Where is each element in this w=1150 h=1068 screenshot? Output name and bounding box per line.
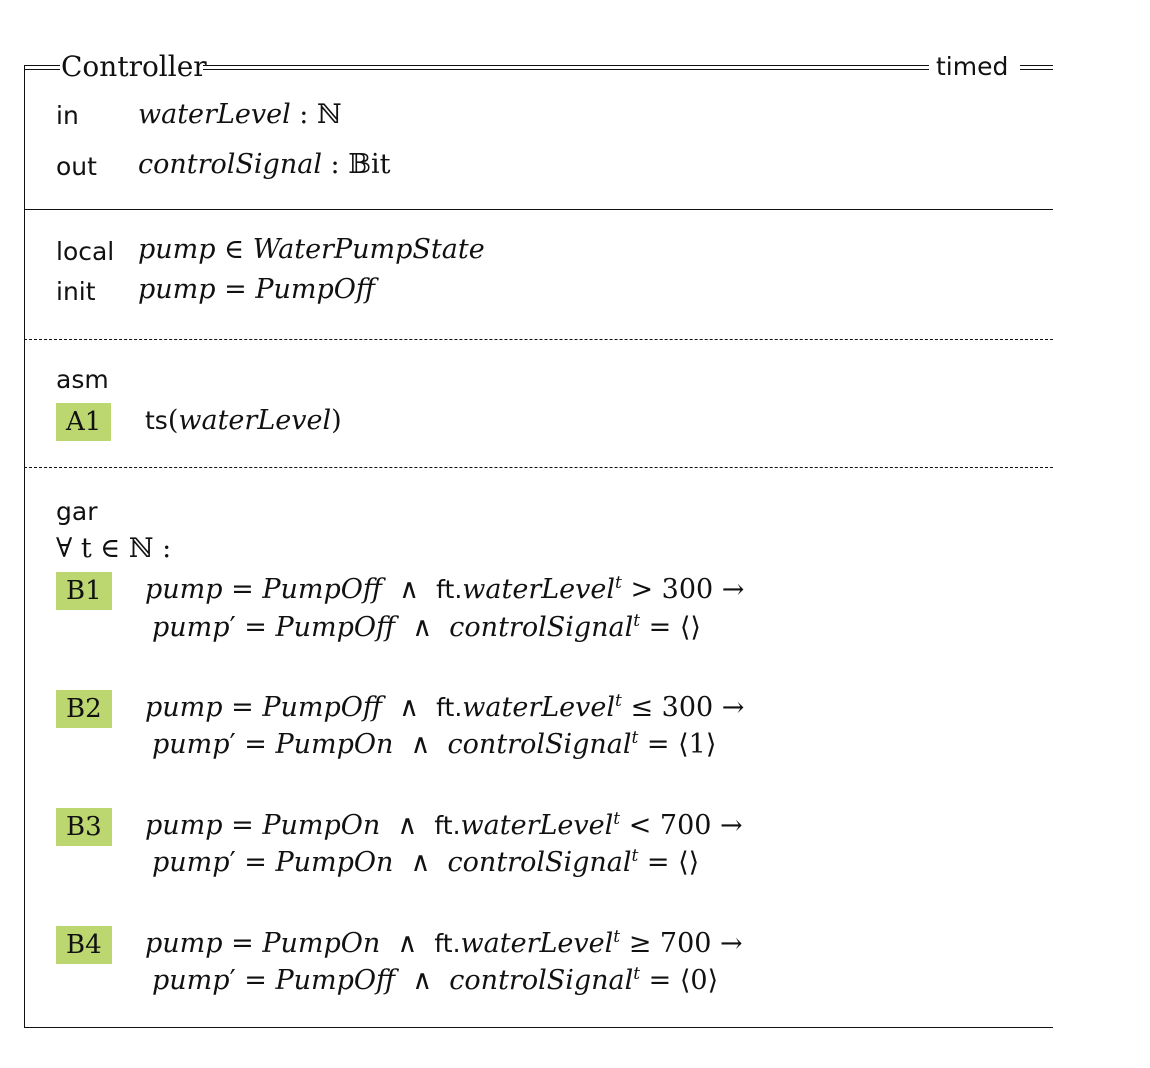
guarantee-b1-pre-state: PumpOff [262,574,383,605]
guarantee-b4-post-state: PumpOff [275,965,396,996]
guarantee-b4-premise: pump = PumpOn ∧ ft.waterLevel$^t$ ≥ 700 → [145,927,743,959]
guarantee-b1-premise: pump = PumpOff ∧ ft.waterLevel$^t$ > 300 → [145,573,745,605]
out-variable: controlSignal [138,149,322,180]
init-keyword: init [56,277,96,306]
guarantee-b3-signal: ⟨⟩ [678,847,700,878]
guarantee-b3-premise: pump = PumpOn ∧ ft.waterLevel$^t$ < 700 → [145,809,743,841]
interface-divider [24,209,1053,210]
guarantee-b2-pre-state: PumpOff [262,692,383,723]
local-variable: pump [138,234,216,265]
init-value: PumpOff [255,274,376,305]
assumption-a1-argument: waterLevel [178,405,332,436]
init-declaration [138,274,375,305]
in-variable: waterLevel [138,99,291,130]
guarantee-tag-b2: B2 [56,690,112,728]
guarantee-b4-threshold: 700 [659,928,712,959]
out-keyword: out [56,152,97,181]
asm-divider [24,467,1053,468]
guarantee-b3-conclusion: pump′ = PumpOn ∧ controlSignal$^t$ = ⟨⟩ [152,846,700,878]
guarantee-b3-post-state: PumpOn [275,847,394,878]
gar-keyword: gar [56,497,98,526]
init-variable: pump [138,274,216,305]
guarantee-b2-post-state: PumpOn [275,729,394,760]
assumption-a1-function: ts [145,406,168,435]
assumption-tag-a1: A1 [56,403,111,441]
guarantee-b1-post-state: PumpOff [275,612,396,643]
local-keyword: local [56,237,115,266]
in-type: : ℕ [290,99,342,130]
guarantee-tag-b4: B4 [56,926,112,964]
frame-bottom-border [24,1027,1053,1028]
guarantee-b4-pre-state: PumpOn [262,928,381,959]
schema-kind: timed [936,52,1009,81]
guarantee-b4-signal: ⟨0⟩ [679,965,719,996]
local-divider [24,339,1053,340]
in-keyword: in [56,101,79,130]
header-rule-middle [203,65,929,70]
guarantee-tag-b1: B1 [56,572,112,610]
in-declaration [138,99,342,130]
guarantee-b3-relation: < [620,810,660,841]
guarantee-b3-pre-state: PumpOn [262,810,381,841]
gar-quantifier: ∀ t ∈ ℕ : [56,533,172,564]
guarantee-b4-relation: ≥ [620,928,660,959]
assumption-a1: ts(waterLevel) [145,405,342,436]
guarantee-b1-relation: > [621,574,662,605]
guarantee-b3-threshold: 700 [659,810,712,841]
header-rule-right [1020,65,1053,70]
guarantee-b1-signal: ⟨⟩ [679,612,701,643]
guarantee-b2-conclusion: pump′ = PumpOn ∧ controlSignal$^t$ = ⟨1⟩ [152,728,717,760]
asm-keyword: asm [56,365,109,394]
out-type: : 𝔹it [321,149,391,180]
header-rule-left [24,65,60,70]
out-declaration [138,149,391,180]
guarantee-b1-threshold: 300 [661,574,714,605]
guarantee-tag-b3: B3 [56,808,112,846]
schema-name: Controller [61,50,207,83]
guarantee-b2-signal: ⟨1⟩ [678,729,717,760]
guarantee-b2-premise: pump = PumpOff ∧ ft.waterLevel$^t$ ≤ 300 → [145,691,745,723]
local-relation: ∈ [215,234,253,265]
init-relation: = [215,274,256,305]
local-type: WaterPumpState [252,234,485,265]
guarantee-b4-conclusion: pump′ = PumpOff ∧ controlSignal$^t$ = ⟨0⟩ [152,964,719,996]
guarantee-b2-threshold: 300 [661,692,714,723]
local-declaration [138,234,485,265]
guarantee-b2-relation: ≤ [621,692,662,723]
guarantee-b1-conclusion: pump′ = PumpOff ∧ controlSignal$^t$ = ⟨⟩ [152,611,701,643]
